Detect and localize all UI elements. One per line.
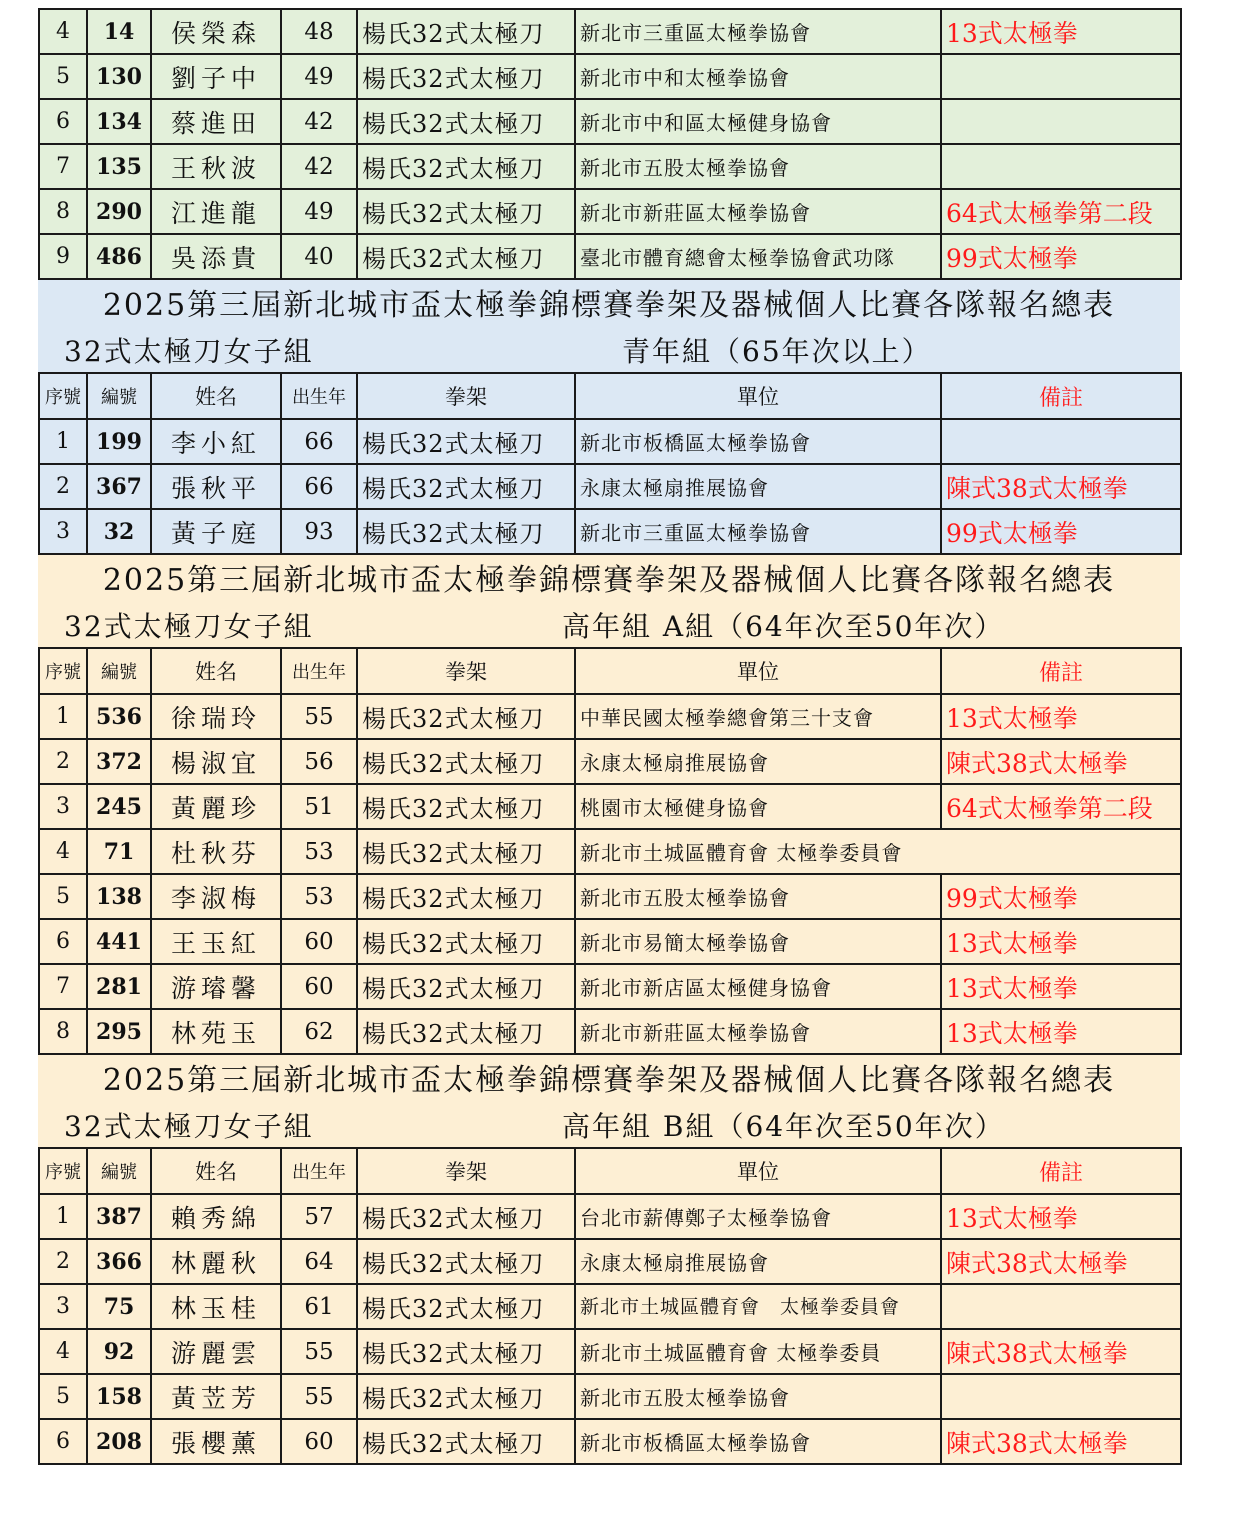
table-row: [39, 1009, 1181, 1054]
unit-cell: 永康太極扇推展協會: [575, 1239, 941, 1284]
year-cell: 42: [281, 144, 357, 189]
header-name: 姓名: [151, 1148, 281, 1194]
name-cell: 黃苙芳: [151, 1374, 281, 1419]
header-note: 備註: [941, 648, 1181, 694]
seq-cell: 6: [39, 1419, 87, 1464]
note-cell: 99式太極拳: [941, 874, 1181, 919]
note-cell: 64式太極拳第二段: [941, 784, 1181, 829]
table-row: [39, 464, 1181, 509]
note-cell: 陳式38式太極拳: [941, 1239, 1181, 1284]
header-form: 拳架: [357, 373, 575, 419]
header-number: 編號: [87, 1148, 151, 1194]
table-row: [39, 1284, 1181, 1329]
unit-cell: 新北市五股太極拳協會: [575, 874, 941, 919]
seq-cell: 7: [39, 964, 87, 1009]
name-cell: 林麗秋: [151, 1239, 281, 1284]
table-row: [39, 509, 1181, 554]
header-form: 拳架: [357, 648, 575, 694]
note-cell: 陳式38式太極拳: [941, 1419, 1181, 1464]
sheet-title: 2025第三屆新北城市盃太極拳錦標賽拳架及器械個人比賽各隊報名總表: [102, 288, 1116, 323]
note-cell: [941, 1284, 1181, 1329]
number-cell: 75: [87, 1284, 151, 1329]
group-label: 青年組（65年次以上）: [622, 335, 932, 368]
unit-cell: 永康太極扇推展協會: [575, 739, 941, 784]
note-cell: 13式太極拳: [941, 694, 1181, 739]
header-number: 編號: [87, 373, 151, 419]
name-cell: 李小紅: [151, 419, 281, 464]
unit-cell: 新北市新店區太極健身協會: [575, 964, 941, 1009]
form-cell: 楊氏32式太極刀: [357, 1329, 575, 1374]
name-cell: 張櫻薰: [151, 1419, 281, 1464]
number-cell: 92: [87, 1329, 151, 1374]
name-cell: 林玉桂: [151, 1284, 281, 1329]
header-note: 備註: [941, 1148, 1181, 1194]
form-cell: 楊氏32式太極刀: [357, 1374, 575, 1419]
youth-table: [38, 372, 1182, 555]
note-cell: 陳式38式太極拳: [941, 1329, 1181, 1374]
year-cell: 53: [281, 874, 357, 919]
note-cell: 13式太極拳: [941, 964, 1181, 1009]
unit-cell: 新北市三重區太極拳協會: [575, 509, 941, 554]
year-cell: 55: [281, 694, 357, 739]
name-cell: 吳添貴: [151, 234, 281, 279]
year-cell: 55: [281, 1374, 357, 1419]
unit-cell: 桃園市太極健身協會: [575, 784, 941, 829]
name-cell: 王秋波: [151, 144, 281, 189]
unit-cell: 新北市三重區太極拳協會: [575, 9, 941, 54]
number-cell: 32: [87, 509, 151, 554]
note-cell: 64式太極拳第二段: [941, 189, 1181, 234]
year-cell: 60: [281, 919, 357, 964]
form-cell: 楊氏32式太極刀: [357, 784, 575, 829]
year-cell: 40: [281, 234, 357, 279]
table-row: [39, 739, 1181, 784]
name-cell: 劉子中: [151, 54, 281, 99]
header-form: 拳架: [357, 1148, 575, 1194]
header-year: 出生年: [281, 1148, 357, 1194]
unit-cell: 新北市易簡太極拳協會: [575, 919, 941, 964]
note-cell: 99式太極拳: [941, 234, 1181, 279]
unit-cell: 新北市板橋區太極拳協會: [575, 419, 941, 464]
form-cell: 楊氏32式太極刀: [357, 1194, 575, 1239]
seq-cell: 5: [39, 54, 87, 99]
table-row: [39, 9, 1181, 54]
table-row: [39, 919, 1181, 964]
seq-cell: 2: [39, 464, 87, 509]
form-cell: 楊氏32式太極刀: [357, 1284, 575, 1329]
form-cell: 楊氏32式太極刀: [357, 739, 575, 784]
year-cell: 56: [281, 739, 357, 784]
table-row: [39, 419, 1181, 464]
table-row: [39, 99, 1181, 144]
seq-cell: 6: [39, 99, 87, 144]
form-cell: 楊氏32式太極刀: [357, 874, 575, 919]
number-cell: 14: [87, 9, 151, 54]
note-cell: [941, 1374, 1181, 1419]
year-cell: 66: [281, 464, 357, 509]
header-unit: 單位: [575, 373, 941, 419]
year-cell: 48: [281, 9, 357, 54]
form-cell: 楊氏32式太極刀: [357, 829, 575, 874]
form-cell: 楊氏32式太極刀: [357, 919, 575, 964]
number-cell: 372: [87, 739, 151, 784]
header-unit: 單位: [575, 648, 941, 694]
number-cell: 134: [87, 99, 151, 144]
year-cell: 60: [281, 1419, 357, 1464]
name-cell: 杜秋芬: [151, 829, 281, 874]
unit-cell: 新北市中和太極拳協會: [575, 54, 941, 99]
name-cell: 林苑玉: [151, 1009, 281, 1054]
group-label: 高年組 B組（64年次至50年次）: [562, 1110, 1005, 1143]
year-cell: 53: [281, 829, 357, 874]
name-cell: 王玉紅: [151, 919, 281, 964]
form-cell: 楊氏32式太極刀: [357, 234, 575, 279]
number-cell: 290: [87, 189, 151, 234]
year-cell: 49: [281, 54, 357, 99]
header-year: 出生年: [281, 648, 357, 694]
table-row: [39, 1239, 1181, 1284]
form-cell: 楊氏32式太極刀: [357, 464, 575, 509]
note-cell: 陳式38式太極拳: [941, 464, 1181, 509]
senior-b-table: [38, 1147, 1182, 1465]
form-cell: 楊氏32式太極刀: [357, 694, 575, 739]
category-label: 32式太極刀女子組: [64, 1110, 314, 1143]
year-cell: 51: [281, 784, 357, 829]
table-row: [39, 1194, 1181, 1239]
name-cell: 徐瑞玲: [151, 694, 281, 739]
note-cell: 99式太極拳: [941, 509, 1181, 554]
table-row: [39, 144, 1181, 189]
header-seq: 序號: [39, 1148, 87, 1194]
header-year: 出生年: [281, 373, 357, 419]
seq-cell: 5: [39, 874, 87, 919]
name-cell: 游麗雲: [151, 1329, 281, 1374]
unit-cell: 新北市新莊區太極拳協會: [575, 189, 941, 234]
form-cell: 楊氏32式太極刀: [357, 54, 575, 99]
unit-cell: 台北市薪傳鄭子太極拳協會: [575, 1194, 941, 1239]
number-cell: 130: [87, 54, 151, 99]
unit-cell: 新北市中和區太極健身協會: [575, 99, 941, 144]
number-cell: 158: [87, 1374, 151, 1419]
note-cell: [941, 144, 1181, 189]
form-cell: 楊氏32式太極刀: [357, 1419, 575, 1464]
table-row: [39, 189, 1181, 234]
number-cell: 486: [87, 234, 151, 279]
name-cell: 黃麗珍: [151, 784, 281, 829]
header-name: 姓名: [151, 648, 281, 694]
seq-cell: 9: [39, 234, 87, 279]
unit-cell: 新北市土城區體育會 太極拳委員會: [575, 1284, 941, 1329]
year-cell: 55: [281, 1329, 357, 1374]
table-row: [39, 1329, 1181, 1374]
number-cell: 245: [87, 784, 151, 829]
table-row: [39, 1419, 1181, 1464]
table-row: [39, 829, 1181, 874]
note-cell: 13式太極拳: [941, 1194, 1181, 1239]
seq-cell: 5: [39, 1374, 87, 1419]
name-cell: 楊淑宜: [151, 739, 281, 784]
section-banner-senior-b: [38, 1055, 1180, 1147]
unit-cell: 新北市五股太極拳協會: [575, 144, 941, 189]
note-cell: 13式太極拳: [941, 1009, 1181, 1054]
header-unit: 單位: [575, 1148, 941, 1194]
name-cell: 游璿馨: [151, 964, 281, 1009]
table-row: [39, 1374, 1181, 1419]
form-cell: 楊氏32式太極刀: [357, 144, 575, 189]
seq-cell: 3: [39, 784, 87, 829]
form-cell: 楊氏32式太極刀: [357, 1009, 575, 1054]
seq-cell: 3: [39, 1284, 87, 1329]
category-label: 32式太極刀女子組: [64, 610, 314, 643]
group-label: 高年組 A組（64年次至50年次）: [562, 610, 1005, 643]
number-cell: 281: [87, 964, 151, 1009]
header-number: 編號: [87, 648, 151, 694]
unit-cell: 中華民國太極拳總會第三十支會: [575, 694, 941, 739]
number-cell: 138: [87, 874, 151, 919]
number-cell: 295: [87, 1009, 151, 1054]
seq-cell: 2: [39, 739, 87, 784]
table-row: [39, 874, 1181, 919]
number-cell: 208: [87, 1419, 151, 1464]
senior-a-table: [38, 647, 1182, 1055]
seq-cell: 4: [39, 829, 87, 874]
unit-cell: 新北市板橋區太極拳協會: [575, 1419, 941, 1464]
number-cell: 387: [87, 1194, 151, 1239]
year-cell: 66: [281, 419, 357, 464]
year-cell: 64: [281, 1239, 357, 1284]
name-cell: 侯榮森: [151, 9, 281, 54]
table-header-row: [39, 648, 1181, 694]
seq-cell: 1: [39, 694, 87, 739]
form-cell: 楊氏32式太極刀: [357, 419, 575, 464]
seq-cell: 6: [39, 919, 87, 964]
note-cell: [941, 419, 1181, 464]
seq-cell: 3: [39, 509, 87, 554]
note-cell: [941, 99, 1181, 144]
form-cell: 楊氏32式太極刀: [357, 1239, 575, 1284]
number-cell: 71: [87, 829, 151, 874]
year-cell: 62: [281, 1009, 357, 1054]
men-table-continued: [38, 8, 1182, 280]
sheet-title: 2025第三屆新北城市盃太極拳錦標賽拳架及器械個人比賽各隊報名總表: [102, 563, 1116, 598]
registration-sheet: [38, 8, 1180, 1465]
form-cell: 楊氏32式太極刀: [357, 99, 575, 144]
unit-cell: 臺北市體育總會太極拳協會武功隊: [575, 234, 941, 279]
name-cell: 賴秀綿: [151, 1194, 281, 1239]
form-cell: 楊氏32式太極刀: [357, 964, 575, 1009]
number-cell: 441: [87, 919, 151, 964]
note-cell: 13式太極拳: [941, 919, 1181, 964]
note-cell: 13式太極拳: [941, 9, 1181, 54]
table-header-row: [39, 1148, 1181, 1194]
year-cell: 61: [281, 1284, 357, 1329]
unit-cell: 新北市新莊區太極拳協會: [575, 1009, 941, 1054]
table-row: [39, 964, 1181, 1009]
number-cell: 536: [87, 694, 151, 739]
form-cell: 楊氏32式太極刀: [357, 9, 575, 54]
header-seq: 序號: [39, 648, 87, 694]
unit-cell: 永康太極扇推展協會: [575, 464, 941, 509]
name-cell: 蔡進田: [151, 99, 281, 144]
seq-cell: 8: [39, 189, 87, 234]
section-banner-youth: [38, 280, 1180, 372]
seq-cell: 4: [39, 1329, 87, 1374]
table-row: [39, 234, 1181, 279]
number-cell: 135: [87, 144, 151, 189]
section-banner-senior-a: [38, 555, 1180, 647]
unit-cell: 新北市土城區體育會 太極拳委員會: [575, 829, 1181, 874]
number-cell: 366: [87, 1239, 151, 1284]
seq-cell: 1: [39, 1194, 87, 1239]
form-cell: 楊氏32式太極刀: [357, 189, 575, 234]
name-cell: 李淑梅: [151, 874, 281, 919]
table-header-row: [39, 373, 1181, 419]
unit-cell: 新北市五股太極拳協會: [575, 1374, 941, 1419]
header-name: 姓名: [151, 373, 281, 419]
header-seq: 序號: [39, 373, 87, 419]
name-cell: 江進龍: [151, 189, 281, 234]
seq-cell: 1: [39, 419, 87, 464]
table-row: [39, 784, 1181, 829]
seq-cell: 8: [39, 1009, 87, 1054]
seq-cell: 2: [39, 1239, 87, 1284]
year-cell: 57: [281, 1194, 357, 1239]
year-cell: 60: [281, 964, 357, 1009]
name-cell: 張秋平: [151, 464, 281, 509]
year-cell: 93: [281, 509, 357, 554]
note-cell: [941, 54, 1181, 99]
seq-cell: 4: [39, 9, 87, 54]
number-cell: 199: [87, 419, 151, 464]
seq-cell: 7: [39, 144, 87, 189]
number-cell: 367: [87, 464, 151, 509]
header-note: 備註: [941, 373, 1181, 419]
unit-cell: 新北市土城區體育會 太極拳委員: [575, 1329, 941, 1374]
note-cell: 陳式38式太極拳: [941, 739, 1181, 784]
year-cell: 49: [281, 189, 357, 234]
category-label: 32式太極刀女子組: [64, 335, 314, 368]
name-cell: 黃子庭: [151, 509, 281, 554]
year-cell: 42: [281, 99, 357, 144]
sheet-title: 2025第三屆新北城市盃太極拳錦標賽拳架及器械個人比賽各隊報名總表: [102, 1063, 1116, 1098]
table-row: [39, 694, 1181, 739]
form-cell: 楊氏32式太極刀: [357, 509, 575, 554]
table-row: [39, 54, 1181, 99]
